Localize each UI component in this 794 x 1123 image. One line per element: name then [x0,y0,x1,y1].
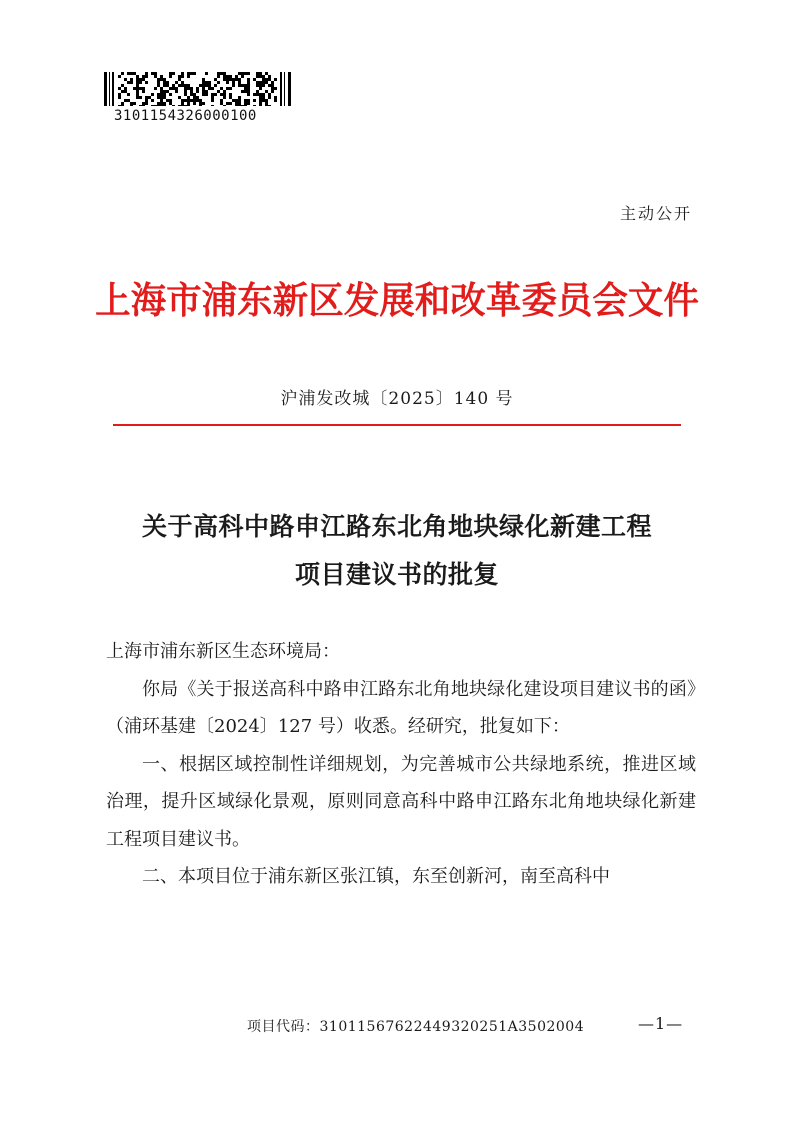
barcode-image [104,72,294,106]
red-divider [113,424,681,426]
title-line-1: 关于高科中路申江路东北角地块绿化新建工程 [141,512,652,541]
addressee: 上海市浦东新区生态环境局： [106,641,340,662]
body-paragraph-3: 二、本项目位于浦东新区张江镇，东至创新河，南至高科中 [142,866,610,887]
title-line-2: 项目建议书的批复 [294,560,499,589]
barcode-number: 3101154326000100 [114,108,257,124]
page-number: —1— [638,1014,684,1033]
disclosure-label: 主动公开 [619,204,692,223]
document-title [0,503,794,599]
project-code: 项目代码：31011567622449320251A3502004 [247,1019,585,1035]
issuer-header: 上海市浦东新区发展和改革委员会文件 [95,278,699,322]
document-number: 沪浦发改城〔2025〕140 号 [280,389,514,409]
body-paragraph-2: 一、根据区域控制性详细规划，为完善城市公共绿地系统，推进区域治理，提升区域绿化景观，原则同意高科中路申江路东北角地块绿化新建工程项目建议书。 [106,753,696,850]
document-body [106,633,696,896]
body-paragraph-1: 你局《关于报送高科中路申江路东北角地块绿化建设项目建议书的函》（浦环基建〔2024〕127 号）收悉。经研究，批复如下： [106,678,696,737]
